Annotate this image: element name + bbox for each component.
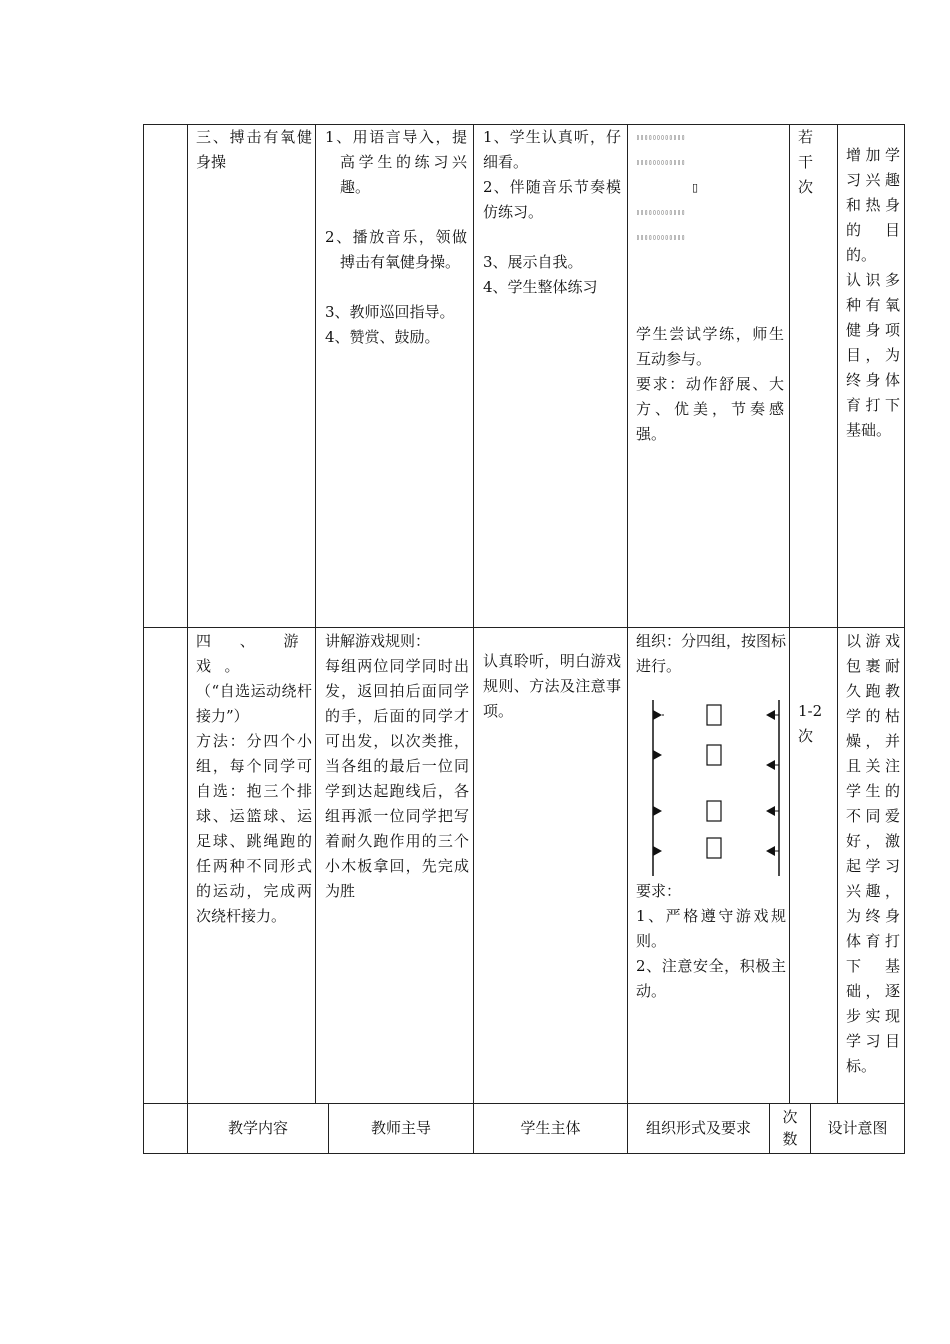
arrow-right-icon [653, 750, 662, 760]
pole-marker [707, 801, 721, 821]
section4-times: 1-2次 [798, 702, 823, 745]
teacher-step: 1、用语言导入，提高学生的练习兴趣。 [325, 128, 467, 196]
arrow-left-icon [766, 806, 775, 816]
section4-student: 认真聆听，明白游戏规则、方法及注意事项。 [483, 652, 621, 720]
section3-content: 三、搏击有氧健身操 [196, 128, 312, 171]
student-step: 4、学生整体练习 [483, 278, 598, 296]
table-left-border [143, 124, 144, 1154]
header-student-main: 学生主体 [520, 1119, 581, 1137]
section4-organization-intro: 组织：分四组，按图标进行。 [636, 632, 787, 675]
column-divider [315, 124, 316, 1104]
column-divider [187, 124, 188, 1154]
header-times: 次数 [782, 1108, 798, 1148]
section3-organization [636, 125, 786, 250]
section4-intent: 以游戏包裹耐久跑教学的枯燥，并且关注学生的不同爱好，激起学习兴趣，为终身体育打下基础，逐步实现学习目标。 [846, 632, 900, 1075]
formation-placeholder: ▯▯▯▯▯▯▯▯▯▯▯▯ [636, 159, 686, 166]
column-divider [473, 124, 474, 1104]
arrow-left-icon [766, 710, 775, 720]
arrow-left-icon [766, 846, 775, 856]
teacher-step: 2、播放音乐，领做搏击有氧健身操。 [325, 228, 467, 271]
row-divider [143, 627, 905, 628]
formation-placeholder: ▯▯▯▯▯▯▯▯▯▯▯▯ [636, 134, 686, 141]
teacher-step: 4、赞赏、鼓励。 [325, 328, 440, 346]
student-step: 3、展示自我。 [483, 253, 583, 271]
section3-student [483, 125, 621, 300]
section3-intent: 增加学习兴趣和热身的目的。 认识多种有氧健身项目，为终身体育打下基础。 [846, 146, 900, 439]
student-step: 2、伴随音乐节奏模仿练习。 [483, 178, 621, 221]
table-bottom-border [143, 1153, 905, 1154]
table-right-border [904, 124, 905, 1154]
column-divider [627, 124, 628, 1154]
section4-teacher: 讲解游戏规则： 每组两位同学同时出发，返回拍后面同学的手，后面的同学才可出发，以次类推，当各组的最后一位同学到达起跑线后，各组再派一位同学把写着耐久跑作用的三个小木板拿回，先完成为胜 [325, 632, 469, 900]
header-teaching-content: 教学内容 [227, 1119, 288, 1137]
column-divider [837, 124, 838, 1104]
arrow-right-icon [653, 846, 662, 856]
section4-content: 四、游戏。 （“自选运动绕杆接力”） 方法：分四个小组，每个同学可自选：抱三个排球、运篮球、运足球、跳绳跑的任两种不同形式的运动，完成两次绕杆接力。 [196, 632, 312, 925]
header-design-intent: 设计意图 [827, 1119, 888, 1137]
relay-formation-diagram [648, 700, 788, 880]
teacher-step: 3、教师巡回指导。 [325, 303, 455, 321]
column-divider [789, 124, 790, 1104]
pole-marker [707, 838, 721, 858]
arrow-right-icon [653, 710, 662, 720]
column-divider [769, 1103, 770, 1154]
section3-times: 若干次 [798, 128, 814, 196]
formation-center-mark: ▯ [692, 181, 699, 194]
student-step: 1、学生认真听，仔细看。 [483, 128, 621, 171]
formation-placeholder: ▯▯▯▯▯▯▯▯▯▯▯▯ [636, 209, 686, 216]
header-organization: 组织形式及要求 [645, 1119, 751, 1137]
arrow-right-icon [653, 806, 662, 816]
row-divider [143, 1103, 905, 1104]
pole-marker [707, 705, 721, 725]
section4-requirements: 要求： 1、严格遵守游戏规则。 2、注意安全，积极主动。 [636, 882, 786, 1000]
arrow-left-icon [766, 760, 775, 770]
formation-placeholder: ▯▯▯▯▯▯▯▯▯▯▯▯ [636, 234, 686, 241]
relay-lane [653, 801, 779, 821]
pole-marker [707, 745, 721, 765]
relay-lane [653, 745, 779, 770]
section3-organization-text: 学生尝试学练，师生互动参与。 要求：动作舒展、大方、优美，节奏感强。 [636, 325, 784, 443]
relay-lane [653, 705, 779, 725]
relay-lane [653, 838, 779, 858]
header-teacher-led: 教师主导 [370, 1119, 431, 1137]
section3-teacher [325, 125, 467, 350]
